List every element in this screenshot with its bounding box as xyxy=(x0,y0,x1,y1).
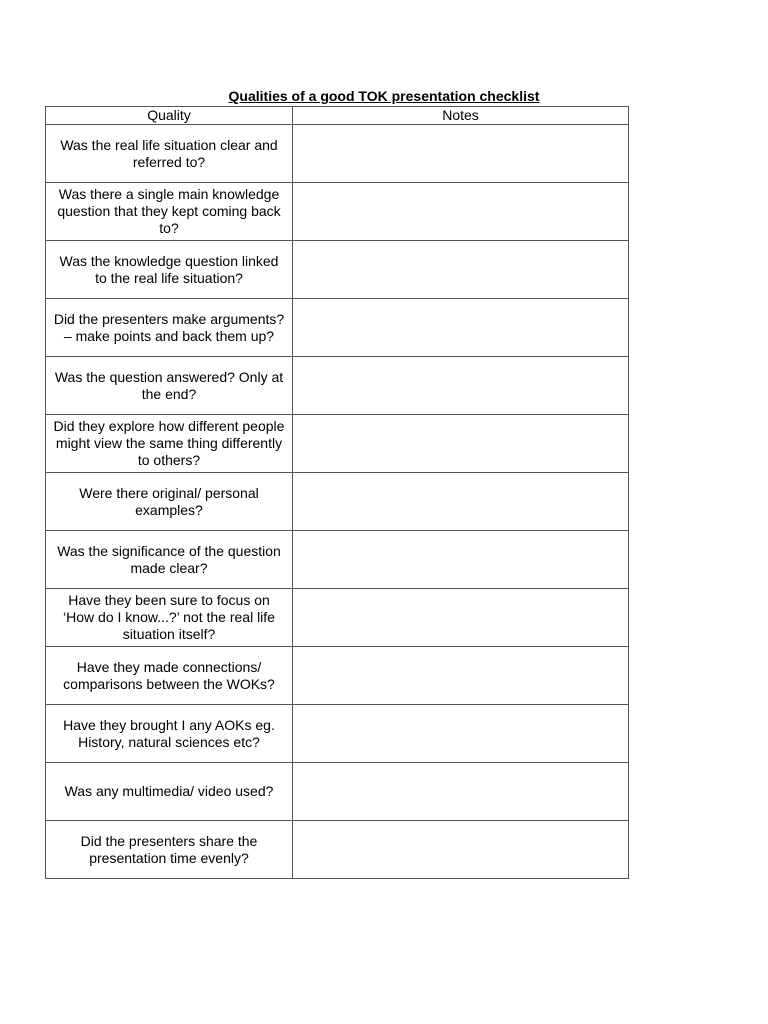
quality-cell: Were there original/ personal examples? xyxy=(46,473,293,531)
quality-cell: Was the significance of the question made clear? xyxy=(46,531,293,589)
quality-cell: Was there a single main knowledge question that they kept coming back to? xyxy=(46,183,293,241)
quality-cell: Did the presenters share the presentation time evenly? xyxy=(46,821,293,879)
notes-cell[interactable] xyxy=(293,763,629,821)
table-row xyxy=(46,589,629,647)
notes-cell[interactable] xyxy=(293,531,629,589)
notes-cell[interactable] xyxy=(293,821,629,879)
notes-cell[interactable] xyxy=(293,125,629,183)
notes-cell[interactable] xyxy=(293,473,629,531)
notes-cell[interactable] xyxy=(293,589,629,647)
table-row xyxy=(46,821,629,879)
quality-cell: Have they brought I any AOKs eg. History, natural sciences etc? xyxy=(46,705,293,763)
quality-cell: Have they been sure to focus on ‘How do I know...?’ not the real life situation itself? xyxy=(46,589,293,647)
quality-column-header: Quality xyxy=(46,107,293,125)
quality-cell: Did they explore how different people might view the same thing differently to others? xyxy=(46,415,293,473)
table-row xyxy=(46,241,629,299)
table-row xyxy=(46,357,629,415)
notes-cell[interactable] xyxy=(293,183,629,241)
notes-cell[interactable] xyxy=(293,357,629,415)
quality-cell: Was the knowledge question linked to the real life situation? xyxy=(46,241,293,299)
table-row xyxy=(46,125,629,183)
quality-cell: Was any multimedia/ video used? xyxy=(46,763,293,821)
checklist-table xyxy=(45,106,629,879)
notes-column-header: Notes xyxy=(293,107,629,125)
quality-cell: Did the presenters make arguments? – make points and back them up? xyxy=(46,299,293,357)
table-row xyxy=(46,183,629,241)
table-row xyxy=(46,705,629,763)
quality-cell: Was the question answered? Only at the end? xyxy=(46,357,293,415)
page-title: Qualities of a good TOK presentation checklist xyxy=(228,88,540,104)
quality-cell: Was the real life situation clear and referred to? xyxy=(46,125,293,183)
table-row xyxy=(46,647,629,705)
notes-cell[interactable] xyxy=(293,241,629,299)
table-row xyxy=(46,473,629,531)
table-header-row xyxy=(46,107,629,125)
notes-cell[interactable] xyxy=(293,647,629,705)
notes-cell[interactable] xyxy=(293,299,629,357)
notes-cell[interactable] xyxy=(293,415,629,473)
table-row xyxy=(46,763,629,821)
table-row xyxy=(46,415,629,473)
notes-cell[interactable] xyxy=(293,705,629,763)
quality-cell: Have they made connections/ comparisons between the WOKs? xyxy=(46,647,293,705)
table-row xyxy=(46,531,629,589)
table-row xyxy=(46,299,629,357)
